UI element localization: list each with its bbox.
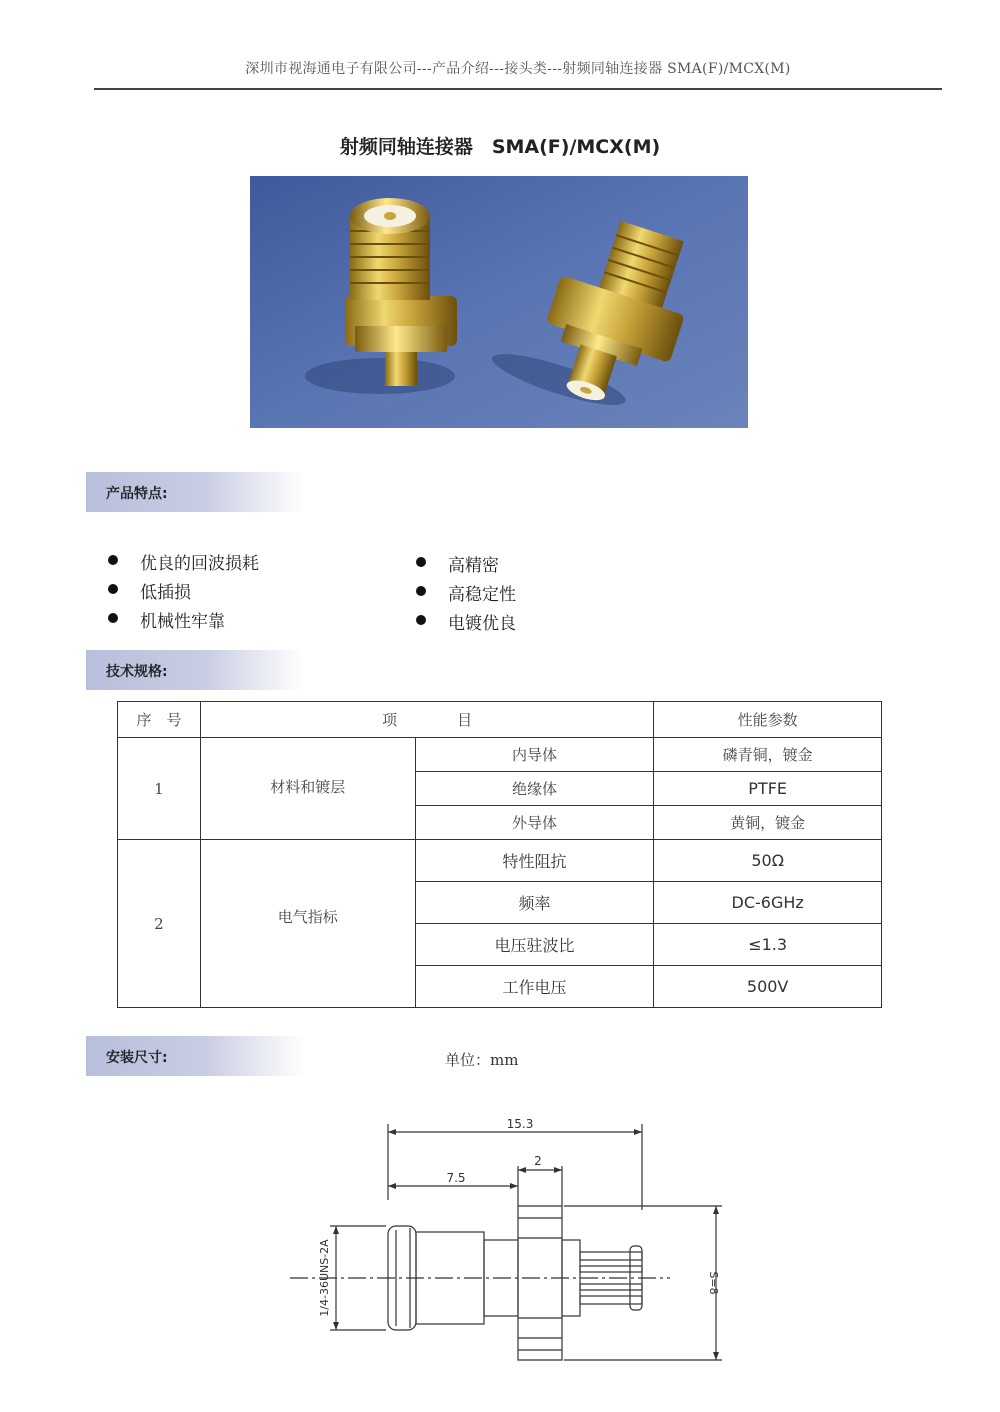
row-value: ≤1.3 bbox=[654, 924, 882, 966]
table-row bbox=[118, 738, 882, 772]
bullet-icon bbox=[108, 555, 118, 565]
header-divider bbox=[94, 88, 942, 90]
row-index: 2 bbox=[118, 840, 201, 1008]
row-item: 绝缘体 bbox=[415, 772, 654, 806]
row-item: 特性阻抗 bbox=[415, 840, 654, 882]
feature-item: 低插损 bbox=[140, 578, 191, 603]
row-category: 材料和镀层 bbox=[200, 738, 415, 840]
dim-hex-label: S=8 bbox=[707, 1271, 720, 1295]
feature-item: 高稳定性 bbox=[448, 580, 516, 605]
install-section-bar bbox=[86, 1036, 304, 1076]
spec-section-label: 技术规格: bbox=[106, 664, 168, 680]
row-item: 外导体 bbox=[415, 806, 654, 840]
row-value: PTFE bbox=[654, 772, 882, 806]
product-photo bbox=[250, 176, 748, 428]
header-value: 性能参数 bbox=[654, 702, 882, 738]
features-section-label: 产品特点: bbox=[106, 486, 168, 502]
header-index: 序 号 bbox=[118, 702, 201, 738]
feature-item: 优良的回波损耗 bbox=[140, 549, 259, 574]
features-section-bar bbox=[86, 472, 304, 512]
spec-section-bar bbox=[86, 650, 304, 690]
install-section-label: 安装尺寸: bbox=[106, 1050, 168, 1066]
spec-table bbox=[117, 701, 882, 1008]
row-category: 电气指标 bbox=[200, 840, 415, 1008]
row-item: 电压驻波比 bbox=[415, 924, 654, 966]
feature-item: 高精密 bbox=[448, 551, 499, 576]
product-title: 射频同轴连接器 SMA(F)/MCX(M) bbox=[339, 136, 661, 158]
header-item: 项 目 bbox=[200, 702, 653, 738]
feature-item: 电镀优良 bbox=[448, 609, 516, 634]
dim-thread-label: 1/4-36UNS-2A bbox=[318, 1239, 331, 1317]
table-header-row bbox=[118, 702, 882, 738]
bullet-icon bbox=[108, 613, 118, 623]
dim-half-label: 7.5 bbox=[446, 1171, 466, 1185]
row-value: DC-6GHz bbox=[654, 882, 882, 924]
bullet-icon bbox=[416, 557, 426, 567]
row-value: 500V bbox=[654, 966, 882, 1008]
row-value: 黄铜，镀金 bbox=[654, 806, 882, 840]
bullet-icon bbox=[416, 586, 426, 596]
row-item: 频率 bbox=[415, 882, 654, 924]
bullet-icon bbox=[416, 615, 426, 625]
row-value: 50Ω bbox=[654, 840, 882, 882]
dim-flange-label: 2 bbox=[534, 1154, 542, 1168]
dim-total-label: 15.3 bbox=[506, 1117, 534, 1131]
feature-item: 机械性牢靠 bbox=[140, 607, 225, 632]
dimension-drawing bbox=[270, 1100, 740, 1400]
page-header: 深圳市视海通电子有限公司---产品介绍---接头类---射频同轴连接器 SMA(F)/MCX(M) bbox=[245, 61, 791, 77]
table-row bbox=[118, 840, 882, 882]
units-label: 单位：mm bbox=[445, 1051, 519, 1069]
bullet-icon bbox=[108, 584, 118, 594]
row-item: 工作电压 bbox=[415, 966, 654, 1008]
row-value: 磷青铜，镀金 bbox=[654, 738, 882, 772]
row-item: 内导体 bbox=[415, 738, 654, 772]
row-index: 1 bbox=[118, 738, 201, 840]
